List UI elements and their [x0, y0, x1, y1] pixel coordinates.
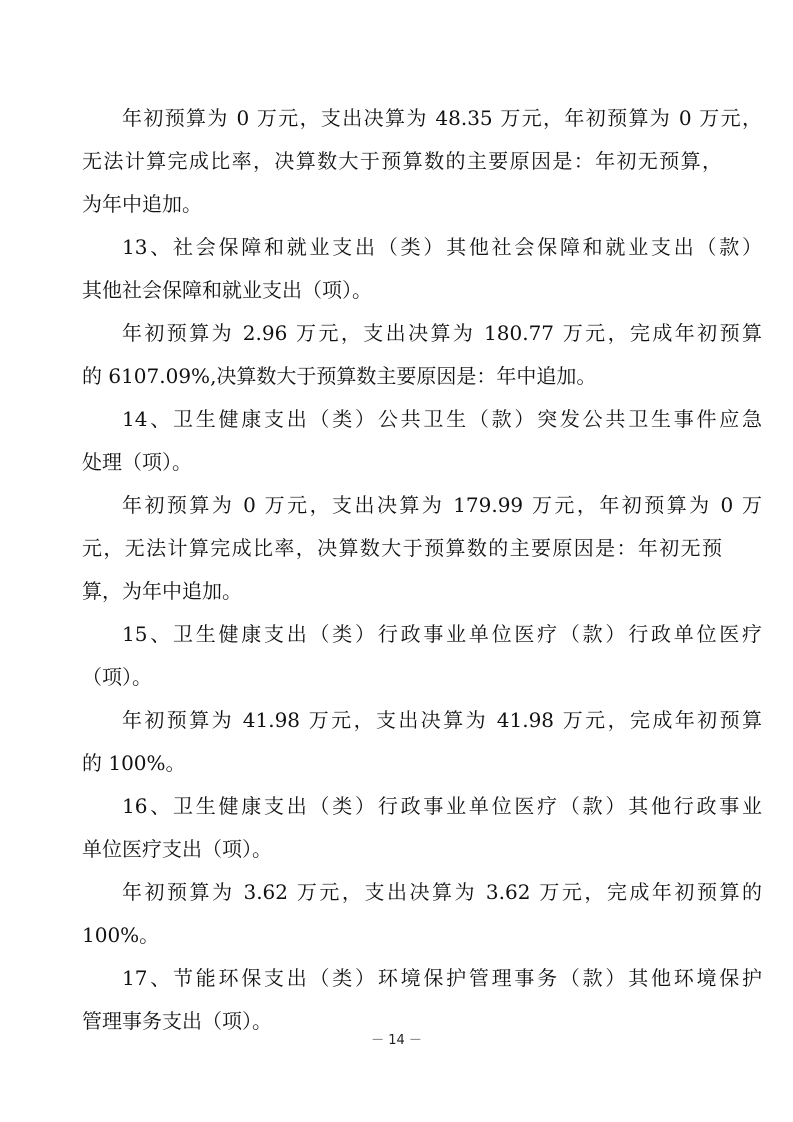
section-heading-15: 15、卫生健康支出（类）行政事业单位医疗（款）行政单位医疗	[122, 622, 762, 646]
section-heading-14: 14、卫生健康支出（类）公共卫生（款）突发公共卫生事件应急	[122, 407, 762, 431]
paragraph-line: 为年中追加。	[82, 192, 202, 216]
section-heading-17-cont: 管理事务支出（项）。	[82, 1009, 272, 1033]
paragraph-line: 年初预算为 0 万元，支出决算为 48.35 万元，年初预算为 0 万元，	[122, 106, 762, 130]
paragraph-line: 元，无法计算完成比率，决算数大于预算数的主要原因是：年初无预	[82, 536, 722, 560]
paragraph-line: 年初预算为 2.96 万元，支出决算为 180.77 万元，完成年初预算	[122, 321, 762, 345]
paragraph-line: 100%。	[82, 923, 160, 947]
paragraph-line: 算，为年中追加。	[82, 579, 242, 603]
paragraph-line: 无法计算完成比率，决算数大于预算数的主要原因是：年初无预算，	[82, 149, 722, 173]
section-heading-13-cont: 其他社会保障和就业支出（项）。	[82, 278, 372, 302]
section-heading-15-cont: （项）。	[82, 665, 152, 689]
section-heading-14-cont: 处理（项）。	[82, 450, 192, 474]
paragraph-line: 年初预算为 3.62 万元，支出决算为 3.62 万元，完成年初预算的	[122, 880, 762, 904]
paragraph-line: 年初预算为 41.98 万元，支出决算为 41.98 万元，完成年初预算	[122, 708, 762, 732]
section-heading-16: 16、卫生健康支出（类）行政事业单位医疗（款）其他行政事业	[122, 794, 762, 818]
section-heading-17: 17、节能环保支出（类）环境保护管理事务（款）其他环境保护	[122, 966, 762, 990]
paragraph-line: 的 6107.09%,决算数大于预算数主要原因是：年中追加。	[82, 364, 597, 388]
paragraph-line: 年初预算为 0 万元，支出决算为 179.99 万元，年初预算为 0 万	[122, 493, 762, 517]
section-heading-16-cont: 单位医疗支出（项）。	[82, 837, 272, 861]
paragraph-line: 的 100%。	[82, 751, 186, 775]
section-heading-13: 13、社会保障和就业支出（类）其他社会保障和就业支出（款）	[122, 235, 762, 259]
page-number: － 14 －	[371, 1033, 422, 1048]
